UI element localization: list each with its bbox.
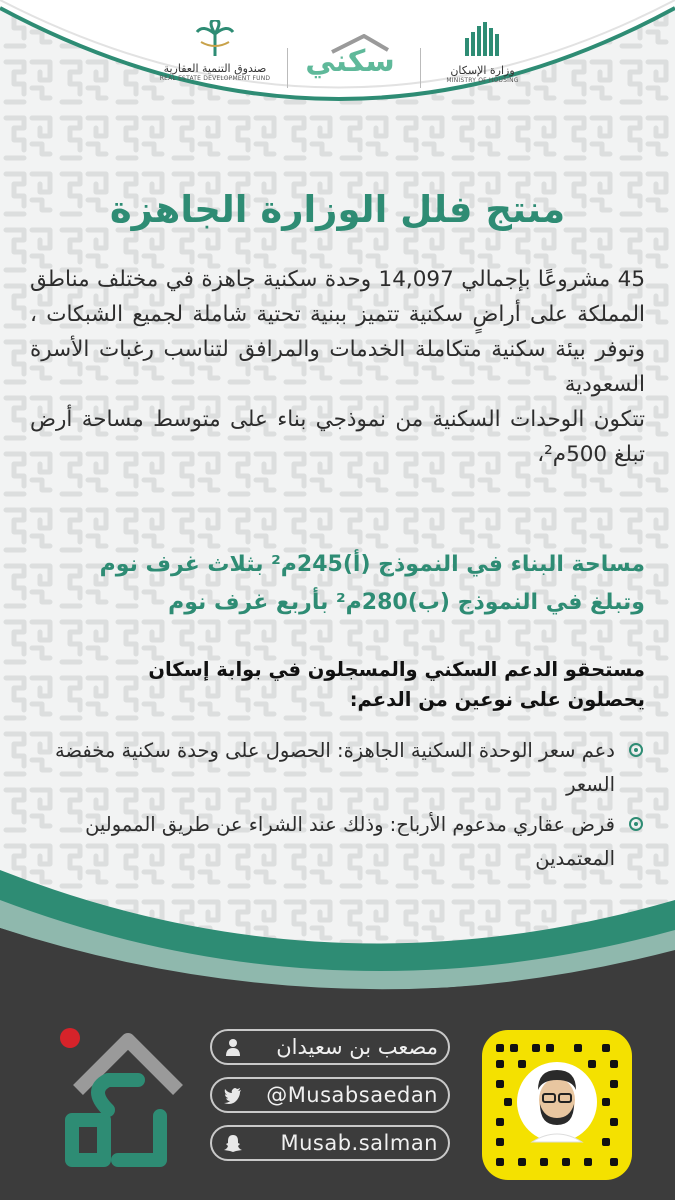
snapcode-dots — [482, 1030, 632, 1180]
eligibility-text — [30, 655, 645, 715]
twitter-handle: @Musabsaedan — [266, 1083, 438, 1107]
roof-icon — [330, 34, 390, 54]
list-item — [30, 734, 645, 802]
fund-name-ar: صندوق التنمية العقارية — [163, 62, 267, 75]
land-area-text: تتكون الوحدات السكنية من نموذجي بناء على متوسط مساحة أرض تبلغ 500م²، — [30, 407, 645, 467]
sakani-logo — [290, 32, 410, 92]
logo-divider — [420, 48, 421, 88]
partner-logos — [150, 20, 530, 100]
building-icon — [461, 20, 505, 58]
snapchat-handle: Musab.salman — [280, 1131, 438, 1155]
model-a-text: مساحة البناء في النموذج (أ)245م² بثلاث غرف نوم — [99, 552, 645, 577]
intro-paragraph — [30, 262, 645, 472]
fund-name-en: REAL ESTATE DEVELOPMENT FUND — [159, 75, 271, 82]
intro-text: 45 مشروعًا بإجمالي 14,097 وحدة سكنية جاهزة في مختلف مناطق المملكة على أراضٍ سكنية تتميز ببنية تحتية شاملة لجميع الشبكات ، وتوفر بيئة سكنية متكاملة الخدمات والمرافق لتناسب رغبات الأسرة السعودية — [30, 267, 645, 397]
page-title: منتج فلل الوزارة الجاهزة — [109, 188, 566, 231]
user-icon — [224, 1038, 242, 1056]
eligibility-line-1: مستحقو الدعم السكني والمسجلون في بوابة إسكان — [148, 658, 645, 681]
model-b-text: وتبلغ في النموذج (ب)280م² بأربع غرف نوم — [168, 590, 645, 615]
support-loan-text: قرض عقاري مدعوم الأرباح: وذلك عند الشراء عن طريق الممولين المعتمدين — [85, 813, 615, 870]
name-pill — [210, 1029, 450, 1065]
fund-logo — [150, 20, 280, 100]
models-highlight — [30, 546, 645, 622]
eligibility-line-2: يحصلون على نوعين من الدعم: — [349, 688, 645, 711]
snapchat-pill[interactable] — [210, 1125, 450, 1161]
sakani-name: سكني — [305, 44, 395, 79]
avatar — [517, 1062, 597, 1142]
snapchat-icon — [224, 1134, 242, 1152]
twitter-pill[interactable] — [210, 1077, 450, 1113]
bullet-icon — [629, 817, 643, 831]
twitter-icon — [224, 1086, 242, 1104]
author-logo — [48, 1020, 188, 1170]
palm-icon — [195, 20, 235, 56]
ministry-name-en: MINISTRY OF HOUSING — [446, 77, 519, 84]
support-price-text: دعم سعر الوحدة السكنية الجاهزة: الحصول على وحدة سكنية مخفضة السعر — [55, 739, 615, 796]
ministry-logo — [435, 20, 530, 100]
snapcode[interactable] — [482, 1030, 632, 1180]
logo-divider — [287, 48, 288, 88]
ministry-name-ar: وزارة الإسكان — [450, 64, 515, 77]
bullet-icon — [629, 743, 643, 757]
author-name: مصعب بن سعيدان — [276, 1035, 438, 1059]
